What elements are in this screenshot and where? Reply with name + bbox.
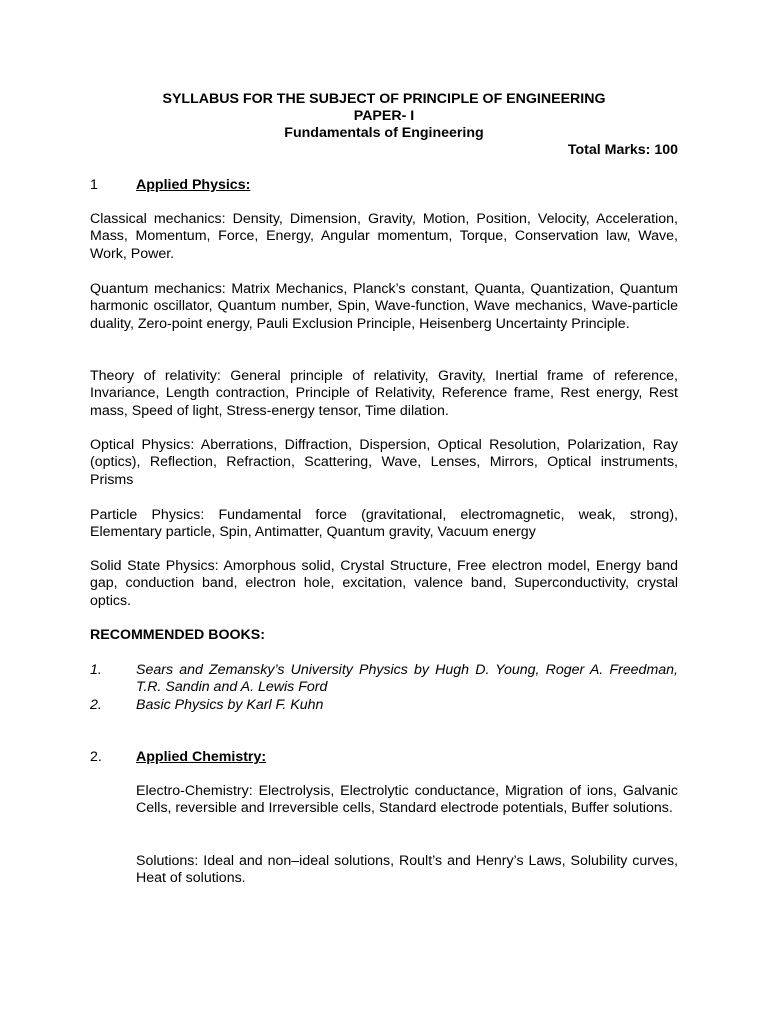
- paragraph-solutions: Solutions: Ideal and non–ideal solutions, Roult’s and Henry’s Laws, Solubility curves, Heat of solutions.: [136, 853, 678, 887]
- paragraph-theory-of-relativity: Theory of relativity: General principle of relativity, Gravity, Inertial frame of reference, Invariance, Length contraction, Principle of Relativity, Reference frame, Rest energy, Rest mass, Speed of light, Stress-energy tensor, Time dilation.: [90, 368, 678, 419]
- paragraph-optical-physics: Optical Physics: Aberrations, Diffraction, Dispersion, Optical Resolution, Polarization, Ray (optics), Reflection, Refraction, Scattering, Wave, Lenses, Mirrors, Optical instruments, Prisms: [90, 437, 678, 488]
- book-entry-2: Basic Physics by Karl F. Kuhn: [136, 697, 324, 713]
- recommended-books-heading: RECOMMENDED BOOKS:: [90, 627, 265, 643]
- syllabus-title: SYLLABUS FOR THE SUBJECT OF PRINCIPLE OF ENGINEERING: [162, 91, 606, 107]
- document-header: [90, 91, 678, 142]
- book-entry-1: Sears and Zemansky’s University Physics by Hugh D. Young, Roger A. Freedman, T.R. Sandin and A. Lewis Ford: [136, 662, 678, 696]
- book-number-2: 2.: [90, 697, 102, 713]
- paragraph-particle-physics: Particle Physics: Fundamental force (gravitational, electromagnetic, weak, strong), Elementary particle, Spin, Antimatter, Quantum gravity, Vacuum energy: [90, 507, 678, 541]
- paper-number: PAPER- I: [353, 108, 415, 124]
- section-2-title: Applied Chemistry:: [136, 749, 267, 765]
- total-marks: Total Marks: 100: [567, 142, 678, 158]
- section-1-number: 1: [90, 177, 98, 193]
- paragraph-classical-mechanics: Classical mechanics: Density, Dimension, Gravity, Motion, Position, Velocity, Acceleration, Mass, Momentum, Force, Energy, Angular momentum, Torque, Conservation law, Wave, Work, Power.: [90, 211, 678, 262]
- section-2-number: 2.: [90, 749, 102, 765]
- paper-subtitle: Fundamentals of Engineering: [284, 125, 484, 141]
- section-1-title: Applied Physics:: [136, 177, 251, 193]
- paragraph-solid-state-physics: Solid State Physics: Amorphous solid, Crystal Structure, Free electron model, Energy band gap, conduction band, electron hole, excitation, valence band, Superconductivity, crystal optics.: [90, 558, 678, 609]
- paragraph-quantum-mechanics: Quantum mechanics: Matrix Mechanics, Planck’s constant, Quanta, Quantization, Quantum harmonic oscillator, Quantum number, Spin, Wave-function, Wave mechanics, Wave-particle duality, Zero-point energy, Pauli Exclusion Principle, Heisenberg Uncertainty Principle.: [90, 281, 678, 332]
- book-number-1: 1.: [90, 662, 102, 678]
- paragraph-electro-chemistry: Electro-Chemistry: Electrolysis, Electrolytic conductance, Migration of ions, Galvanic Cells, reversible and Irreversible cells, Standard electrode potentials, Buffer solutions.: [136, 783, 678, 817]
